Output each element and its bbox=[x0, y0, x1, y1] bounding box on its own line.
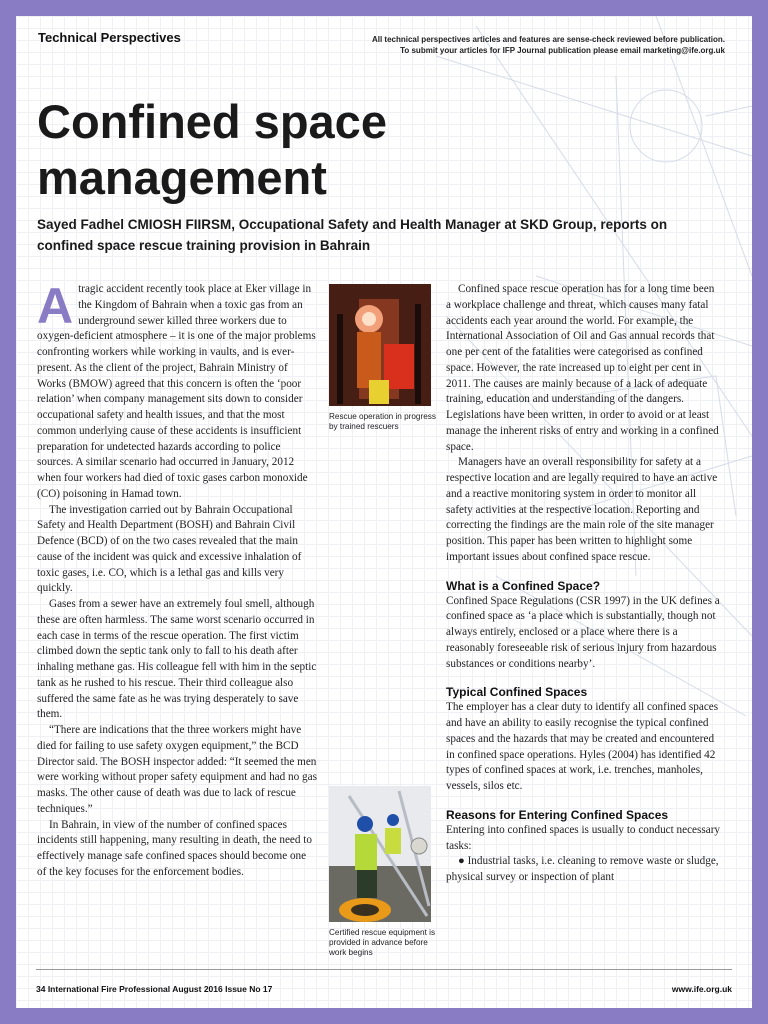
title-line-1: Confined space bbox=[37, 95, 387, 148]
standfirst: Sayed Fadhel CMIOSH FIIRSM, Occupational Safety and Health Manager at SKD Group, reports on confined space rescue training provision in Bahrain bbox=[37, 217, 668, 253]
submission-notice bbox=[372, 34, 725, 56]
left-column bbox=[37, 278, 317, 881]
left-paragraph-4: “There are indications that the three workers might have died for failing to use safety oxygen equipment,” the BCD Director said. The BOSH inspector added: “It seemed the men were working without proper safety equipment and had no gas masks. The other cause of death was due to lack of rescue techniques.” bbox=[37, 724, 317, 815]
notice-line-2: To submit your articles for IFP Journal publication please email marketing@ife.org.uk bbox=[400, 46, 725, 55]
right-paragraph-1: Confined space rescue operation has for a long time been a workplace challenge and threat, which causes many fatal accidents each year around the world. For example, the International Association of Oil and Gas annual records that one per cent of the fatalities were categorised as confined space. However, the rate increased up to eight per cent in 2011. The causes are mainly because of a lack of adequate training, education and understanding of the dangers. Legislations have been written, in order to avoid or at least manage the inherent risks of entry and working in a confined space. bbox=[446, 283, 719, 453]
left-paragraph-3: Gases from a sewer have an extremely foul smell, although these are often harmless. The same worst scenario occurred in each case in terms of the rescue operation. The first victim climbed down the septic tank only to fall to his death after inhaling methane gas. His colleague fell with him in the septic tank as he rushed to his rescue. Their third colleague also suffered the same fate as he was trying desperately to save them. bbox=[37, 598, 317, 721]
footer-divider bbox=[36, 969, 732, 970]
section-text-typical-spaces: The employer has a clear duty to identify all confined spaces and have an ability to easily recognise the typical confined spaces and the hazards that may be created and encountered in confined space operations. Hyles (2004) has identified 42 types of confined spaces at work, i.e. trenches, manholes, vessels, silos etc. bbox=[446, 701, 719, 792]
section-text-confined-space: Confined Space Regulations (CSR 1997) in the UK defines a confined space as ‘a place which is substantially, though not always entirely, enclosed or a place where there is a reasonably foreseeable risk of serious injury from hazardous substances or conditions nearby’. bbox=[446, 594, 720, 670]
section-heading-typical-spaces: Typical Confined Spaces bbox=[446, 685, 588, 700]
left-paragraph-5: In Bahrain, in view of the number of confined spaces incidents still happening, many resulting in death, the need to effectively manage safe confined spaces should become one of the key focuses for the enforcement bodies. bbox=[37, 818, 312, 878]
notice-line-1: All technical perspectives articles and features are sense-check reviewed before publication. bbox=[371, 35, 725, 44]
section-heading-confined-space: What is a Confined Space? bbox=[446, 578, 601, 593]
title-line-2: management bbox=[37, 151, 327, 204]
right-paragraph-2: Managers have an overall responsibility for safety at a respective location and are legally required to have an active and a reactive monitoring system in order to monitor all safety activities at the respective location. Reporting and correcting the findings are the main role of the site manager position. This paper has been written to highlight some important issues about confined space rescue. bbox=[446, 456, 718, 563]
footer-website: www.ife.org.uk bbox=[671, 984, 732, 994]
bullet-item-1-text: Industrial tasks, i.e. cleaning to remove waste or sludge, physical survey or inspection of plant bbox=[446, 855, 719, 883]
section-heading-reasons: Reasons for Entering Confined Spaces bbox=[446, 807, 669, 822]
left-paragraph-2: The investigation carried out by Bahrain Occupational Safety and Health Department (BOSH) and Bahrain Civil Defence (BCD) of on the two cases revealed that the main cause of the incident was quick and excessive inhalation of toxic gases, i.e. CO, which is a lethal gas and kills very quickly. bbox=[37, 503, 302, 595]
left-paragraph-1 bbox=[37, 278, 317, 503]
photo-2-caption: Certified rescue equipment is provided in advance before work begins bbox=[329, 928, 436, 957]
photo-1-caption: Rescue operation in progress by trained rescuers bbox=[329, 412, 436, 431]
bullet-icon: ● bbox=[458, 855, 465, 868]
magazine-page bbox=[16, 16, 752, 1008]
rescue-equipment-photo bbox=[329, 786, 431, 922]
section-label: Technical Perspectives bbox=[38, 30, 181, 45]
bullet-item-1 bbox=[446, 854, 722, 886]
right-column bbox=[446, 282, 722, 886]
section-text-reasons: Entering into confined spaces is usually to conduct necessary tasks: bbox=[446, 823, 721, 852]
footer-publication-info: 34 International Fire Professional August 2016 Issue No 17 bbox=[36, 984, 273, 994]
left-paragraph-1-text: tragic accident recently took place at Eker village in the Kingdom of Bahrain when a toxic gas from an underground sewer killed three workers due to oxygen-deficient atmosphere – it is one of the major problems confronting workers while working in vaults, and is ever-present. As the client of the project, Bahrain Ministry of Works (BMOW) agreed that this concern is often the ‘poor relation’ when company management sits down to consider occupational safety and health issues, and that the most common underlying cause of these accidents is insufficient preparation for undetected hazards according to police sources. A similar scenario had occurred in January, 2012 when four workers had died of toxic gases carbon monoxide (CO) poisoning in Hamad town. bbox=[37, 283, 316, 500]
drop-cap: A bbox=[37, 278, 74, 334]
rescue-operation-photo bbox=[329, 284, 431, 406]
article-title bbox=[37, 94, 637, 206]
